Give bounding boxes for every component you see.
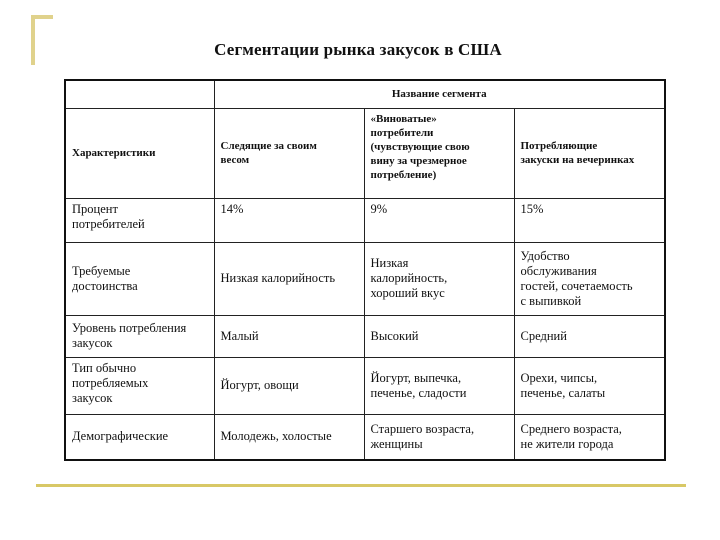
- table-segments-row: [65, 108, 665, 198]
- table-cell: Низкая калорийность: [214, 242, 364, 315]
- decorative-bottom-rule: [36, 484, 686, 487]
- table-cell: Среднего возраста, не жители города: [514, 414, 665, 460]
- row-label: Процент потребителей: [65, 198, 214, 242]
- segment-header-weight-watchers: Следящие за своим весом: [214, 108, 364, 198]
- table-cell: Йогурт, овощи: [214, 357, 364, 414]
- row-label: Уровень потребления закусок: [65, 315, 214, 357]
- table-cell: 9%: [364, 198, 514, 242]
- table-row: [65, 198, 665, 242]
- table-cell: Йогурт, выпечка, печенье, сладости: [364, 357, 514, 414]
- table-cell: 15%: [514, 198, 665, 242]
- table-cell: Высокий: [364, 315, 514, 357]
- table-cell: 14%: [214, 198, 364, 242]
- table-row: [65, 414, 665, 460]
- table-cell: Орехи, чипсы, печенье, салаты: [514, 357, 665, 414]
- table-row: [65, 357, 665, 414]
- row-label: Тип обычно потребляемых закусок: [65, 357, 214, 414]
- row-label: Демографические: [65, 414, 214, 460]
- table-cell: Малый: [214, 315, 364, 357]
- table-cell: Удобство обслуживания гостей, сочетаемость с выпивкой: [514, 242, 665, 315]
- segment-group-header: Название сегмента: [214, 80, 665, 108]
- decorative-corner-vertical: [31, 15, 35, 65]
- row-label: Требуемые достоинства: [65, 242, 214, 315]
- segment-header-guilty-consumers: «Виноватые» потребители (чувствующие свою вину за чрезмерное потребление): [364, 108, 514, 198]
- segmentation-table: [64, 79, 666, 461]
- page-title: Сегментации рынка закусок в США: [214, 40, 502, 59]
- table-row: [65, 242, 665, 315]
- table-cell: Средний: [514, 315, 665, 357]
- segment-header-party-consumers: Потребляющие закуски на вечеринках: [514, 108, 665, 198]
- characteristics-header: Характеристики: [65, 108, 214, 198]
- table-corner-cell: [65, 80, 214, 108]
- table-cell: Молодежь, холостые: [214, 414, 364, 460]
- table-cell: Старшего возраста, женщины: [364, 414, 514, 460]
- table-header-row: [65, 80, 665, 108]
- table-cell: Низкая калорийность, хороший вкус: [364, 242, 514, 315]
- table-row: [65, 315, 665, 357]
